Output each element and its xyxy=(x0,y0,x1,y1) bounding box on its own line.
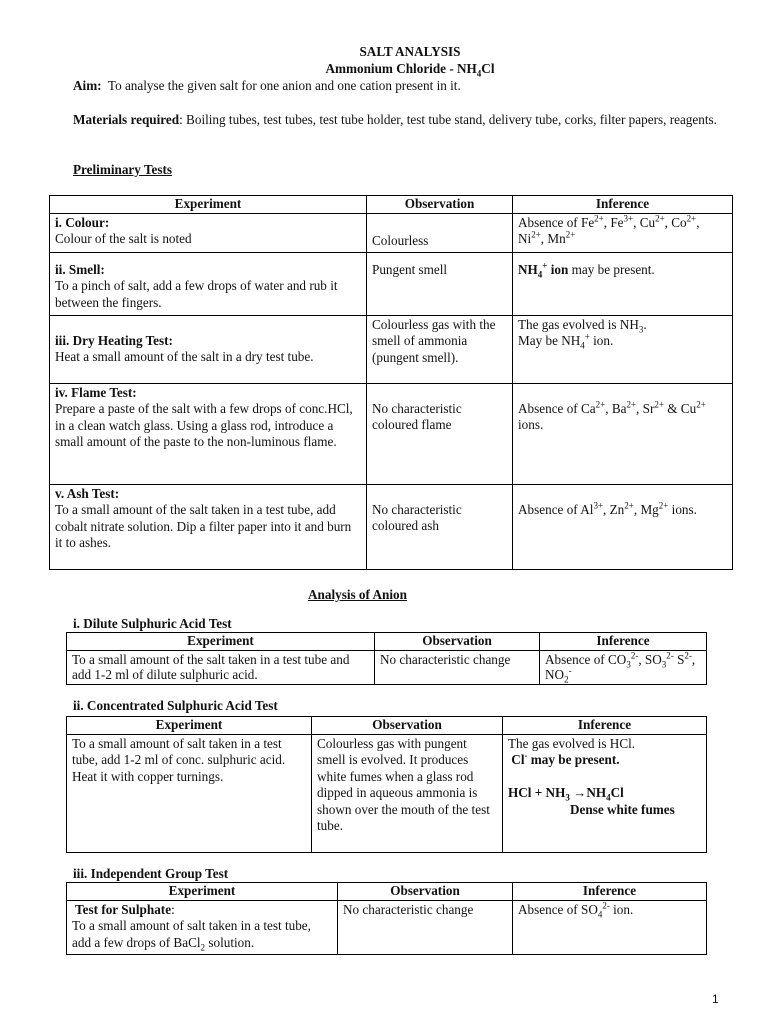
header-experiment: Experiment xyxy=(50,196,367,214)
header-inference: Inference xyxy=(513,196,733,214)
independent-heading: iii. Independent Group Test xyxy=(73,866,229,881)
concentrated-heading: ii. Concentrated Sulphuric Acid Test xyxy=(73,698,278,713)
header-inference: Inference xyxy=(513,883,707,901)
table-row: Test for Sulphate: To a small amount of salt taken in a test tube, add a few drops of BaCl$_2$ solution. No characteristic change Absence of $SO_4^{2-}$ ion. xyxy=(67,900,707,954)
table-row: iii. Dry Heating Test: Heat a small amount of the salt in a dry test tube. Colourless gas with the smell of ammonia (pungent smell). The gas evolved is $NH_3$. May be $NH_4^+$ ion. xyxy=(50,315,733,383)
page-title: SALT ANALYSIS xyxy=(359,44,461,59)
page-subtitle: Ammonium Chloride - $NH_4Cl$ xyxy=(325,61,495,79)
concentrated-table xyxy=(66,716,707,853)
preliminary-heading: Preliminary Tests xyxy=(73,162,173,177)
header-observation: Observation xyxy=(367,196,513,214)
table-row: iv. Flame Test: Prepare a paste of the salt with a few drops of conc.HCl, in a clean watch glass. Using a glass rod, introduce a small amount of the paste to the non-luminous flame. No characteristic coloured flame Absence of $Ca^{2+}$, $Ba^{2+}$, $Sr^{2+}$ & $Cu^{2+}$ ions. xyxy=(50,383,733,484)
table-row: i. Colour: Colour of the salt is noted Colourless Absence of $Fe^{2+}$, $Fe^{3+}$, $Cu^{2+}$, $Co^{2+}$, $Ni^{2+}$, $Mn^{2+}$ xyxy=(50,213,733,252)
header-experiment: Experiment xyxy=(67,717,312,735)
materials: Materials required: Boiling tubes, test tubes, test tube holder, test tube stand, delivery tube, corks, filter papers, reagents. xyxy=(73,112,717,127)
header-inference: Inference xyxy=(540,633,707,651)
table-row: v. Ash Test: To a small amount of the salt taken in a test tube, add cobalt nitrate solution. Dip a filter paper into it and burn it to ashes. No characteristic coloured ash Absence of $Al^{3+}$, $Zn^{2+}$, $Mg^{2+}$ ions. xyxy=(50,484,733,569)
header-experiment: Experiment xyxy=(67,633,375,651)
aim: Aim: To analyse the given salt for one anion and one cation present in it. xyxy=(73,78,461,93)
anion-heading: Analysis of Anion xyxy=(308,587,407,602)
header-observation: Observation xyxy=(312,717,503,735)
table-row: To a small amount of the salt taken in a test tube and add 1-2 ml of dilute sulphuric acid. No characteristic change Absence of $CO_3^{2-}$, $SO_3^{2-}$ $S^{2-}$, $NO_2^-$ xyxy=(67,650,707,684)
header-observation: Observation xyxy=(375,633,540,651)
table-row: ii. Smell: To a pinch of salt, add a few drops of water and rub it between the fingers. Pungent smell $NH_4^+$ ion may be present. xyxy=(50,252,733,315)
header-experiment: Experiment xyxy=(67,883,338,901)
page-number: 1 xyxy=(712,992,719,1006)
header-inference: Inference xyxy=(503,717,707,735)
table-row: To a small amount of salt taken in a test tube, add 1-2 ml of conc. sulphuric acid. Heat it with copper turnings. Colourless gas with pungent smell is evolved. It produces white fumes when a glass rod dipped in aqueous ammonia is shown over the mouth of the test tube. The gas evolved is HCl. Cl- may be present. HCl + $NH_3 \to NH_4Cl$ Dense white fumes xyxy=(67,734,707,852)
independent-table xyxy=(66,882,707,955)
header-observation: Observation xyxy=(338,883,513,901)
dilute-table xyxy=(66,632,707,685)
preliminary-table xyxy=(49,195,733,570)
dilute-heading: i. Dilute Sulphuric Acid Test xyxy=(73,616,232,631)
